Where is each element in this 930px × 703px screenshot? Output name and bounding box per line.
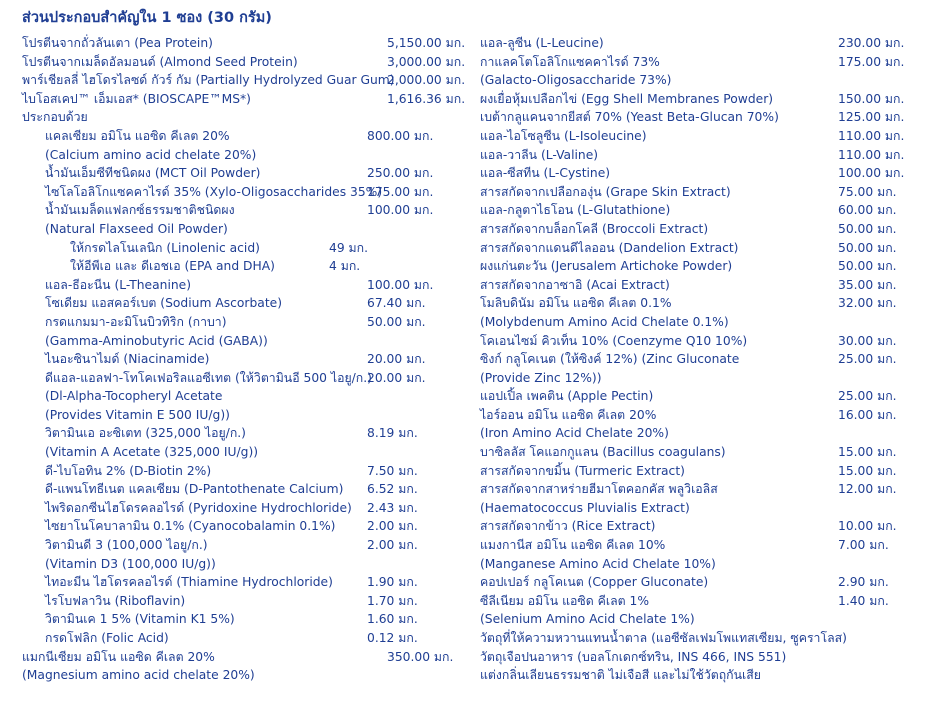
- ingredient-row: [22, 164, 467, 183]
- ingredient-row: [22, 108, 467, 127]
- ingredient-row: [22, 276, 467, 295]
- ingredient-row: [480, 146, 910, 165]
- ingredient-amount: 50.00 มก.: [838, 221, 897, 236]
- ingredient-name: ไซยาโนโคบาลามิน 0.1% (Cyanocobalamin 0.1%): [45, 519, 336, 534]
- ingredient-row: [480, 34, 910, 53]
- ingredient-row: [22, 610, 467, 629]
- ingredient-row: [480, 592, 910, 611]
- ingredient-row: [480, 276, 910, 295]
- ingredient-name: ไอร์ออน อมิโน แอซิด คีเลต 20%: [480, 407, 657, 422]
- ingredient-row: [480, 610, 910, 629]
- ingredient-row: [480, 480, 910, 499]
- ingredient-name: ผงเยื่อหุ้มเปลือกไข่ (Egg Shell Membranes Powder): [480, 91, 774, 106]
- ingredient-name: (Galacto-Oligosaccharide 73%): [480, 73, 672, 88]
- ingredient-row: [22, 499, 467, 518]
- ingredient-name: สารสกัดจากเปลือกองุ่น (Grape Skin Extract): [480, 184, 731, 199]
- ingredient-amount: 25.00 มก.: [838, 352, 897, 367]
- ingredient-name: วิตามินเอ อะซิเตท (325,000 ไอยู/ก.): [45, 426, 246, 441]
- ingredient-row: [22, 387, 467, 406]
- ingredient-name: ดี-แพนโทธีเนต แคลเซียม (D-Pantothenate Calcium): [45, 482, 344, 497]
- ingredient-amount: 110.00 มก.: [838, 147, 905, 162]
- ingredient-amount: 20.00 มก.: [367, 370, 426, 385]
- ingredient-amount: 15.00 มก.: [838, 463, 897, 478]
- ingredient-name: (Haematococcus Pluvialis Extract): [480, 500, 690, 515]
- ingredient-name: น้ำมันเอ็มซีทีชนิดผง (MCT Oil Powder): [45, 166, 261, 181]
- ingredient-amount: 2.00 มก.: [367, 519, 418, 534]
- ingredient-amount: 125.00 มก.: [838, 110, 905, 125]
- ingredient-name: (Gamma-Aminobutyric Acid (GABA)): [45, 333, 268, 348]
- ingredient-name: โมลิบดินัม อมิโน แอซิด คีเลต 0.1%: [480, 296, 672, 311]
- ingredient-name: (Molybdenum Amino Acid Chelate 0.1%): [480, 314, 729, 329]
- ingredient-row: [22, 666, 467, 685]
- ingredient-amount: 350.00 มก.: [387, 649, 454, 664]
- ingredient-amount: 1.90 มก.: [367, 575, 418, 590]
- ingredient-name: สารสกัดจากข้าว (Rice Extract): [480, 519, 656, 534]
- ingredient-amount: 5,150.00 มก.: [387, 36, 466, 50]
- ingredient-row: [22, 462, 467, 481]
- ingredient-amount: 3,000.00 มก.: [387, 54, 466, 69]
- ingredient-name: (Calcium amino acid chelate 20%): [45, 147, 257, 162]
- ingredient-row: [22, 573, 467, 592]
- ingredient-amount: 49 มก.: [329, 240, 369, 255]
- ingredient-row: [22, 34, 467, 53]
- ingredient-name: วัตถุเจือปนอาหาร (บอลโกเดกซ์ทริน, INS 466, INS 551): [480, 649, 787, 664]
- ingredient-column-left: [22, 34, 467, 685]
- ingredient-row: [480, 369, 910, 388]
- ingredient-amount: 75.00 มก.: [838, 184, 897, 199]
- ingredient-row: [480, 257, 910, 276]
- ingredient-row: [22, 555, 467, 574]
- ingredient-name: โซเดียม แอสคอร์เบต (Sodium Ascorbate): [45, 296, 283, 311]
- ingredient-name: แอปเปิ้ล เพคติน (Apple Pectin): [480, 389, 654, 404]
- ingredient-amount: 175.00 มก.: [838, 54, 905, 69]
- ingredient-row: [480, 406, 910, 425]
- ingredient-name: ซิงก์ กลูโคเนต (ให้ซิงค์ 12%) (Zinc Gluconate: [480, 352, 740, 367]
- ingredient-name: ไพริดอกซีนไฮโดรคลอไรด์ (Pyridoxine Hydrochloride): [45, 500, 352, 515]
- ingredient-amount: 10.00 มก.: [838, 519, 897, 534]
- ingredient-name: ดี-ไบโอทิน 2% (D-Biotin 2%): [45, 463, 212, 478]
- ingredient-row: [22, 592, 467, 611]
- ingredient-name: (Magnesium amino acid chelate 20%): [22, 668, 255, 683]
- ingredient-amount: 1.70 มก.: [367, 593, 418, 608]
- ingredient-name: แคลเซียม อมิโน แอซิด คีเลต 20%: [45, 128, 230, 143]
- ingredient-row: [22, 90, 467, 109]
- ingredient-name: (Dl-Alpha-Tocopheryl Acetate: [45, 389, 223, 404]
- ingredient-amount: 175.00 มก.: [367, 184, 434, 199]
- ingredient-name: ประกอบด้วย: [22, 110, 88, 125]
- ingredient-amount: 50.00 มก.: [838, 259, 897, 274]
- ingredient-name: (Vitamin A Acetate (325,000 IU/g)): [45, 445, 259, 460]
- ingredient-row: [22, 406, 467, 425]
- ingredient-amount: 12.00 มก.: [838, 482, 897, 497]
- ingredient-row: [22, 648, 467, 667]
- ingredient-name: คอปเปอร์ กลูโคเนต (Copper Gluconate): [480, 575, 709, 590]
- ingredient-row: [480, 313, 910, 332]
- ingredient-amount: 0.12 มก.: [367, 631, 418, 645]
- ingredient-name: น้ำมันเมล็ดแฟลกซ์ธรรมชาติชนิดผง: [45, 203, 235, 218]
- ingredient-row: [480, 127, 910, 146]
- ingredient-row: [480, 462, 910, 481]
- ingredient-name: แอล-ซีสทีน (L-Cystine): [480, 166, 611, 181]
- ingredient-amount: 110.00 มก.: [838, 128, 905, 143]
- ingredient-row: [22, 313, 467, 332]
- ingredient-name: สารสกัดจากแดนดีไลออน (Dandelion Extract): [480, 240, 739, 255]
- ingredient-row: [22, 629, 467, 648]
- ingredient-row: [480, 648, 910, 667]
- ingredient-name: ดีแอล-แอลฟา-โทโคเฟอริลแอซีเทต (ให้วิตามินอี 500 ไอยู/ก.): [45, 370, 372, 385]
- ingredient-row: [480, 555, 910, 574]
- ingredient-name: วัตถุที่ให้ความหวานแทนน้ำตาล (แอซีซัลเฟมโพแทสเซียม, ซูคราโลส): [480, 631, 847, 645]
- ingredient-amount: 2.90 มก.: [838, 575, 889, 590]
- ingredient-row: [22, 127, 467, 146]
- ingredient-amount: 150.00 มก.: [838, 91, 905, 106]
- ingredient-amount: 35.00 มก.: [838, 277, 897, 292]
- ingredient-row: [480, 220, 910, 239]
- ingredient-amount: 30.00 มก.: [838, 333, 897, 348]
- ingredient-row: [480, 71, 910, 90]
- ingredient-amount: 6.52 มก.: [367, 482, 418, 497]
- ingredient-name: สารสกัดจากขมิ้น (Turmeric Extract): [480, 463, 685, 478]
- ingredient-name: เบต้ากลูแคนจากยีสต์ 70% (Yeast Beta-Glucan 70%): [480, 110, 779, 125]
- page-title: ส่วนประกอบสำคัญใน 1 ซอง (30 กรัม): [22, 10, 272, 26]
- ingredient-row: [22, 53, 467, 72]
- ingredient-row: [480, 164, 910, 183]
- ingredient-amount: 100.00 มก.: [367, 203, 434, 218]
- ingredient-name: แอล-ลูซีน (L-Leucine): [480, 36, 604, 50]
- ingredient-name: (Manganese Amino Acid Chelate 10%): [480, 556, 716, 571]
- ingredient-amount: 2.00 มก.: [367, 538, 418, 553]
- ingredient-amount: 2.43 มก.: [367, 500, 418, 515]
- ingredient-amount: 250.00 มก.: [367, 166, 434, 181]
- ingredient-amount: 2,000.00 มก.: [387, 73, 466, 88]
- ingredient-name: (Natural Flaxseed Oil Powder): [45, 221, 228, 236]
- ingredient-row: [480, 239, 910, 258]
- ingredient-row: [480, 53, 910, 72]
- ingredient-row: [22, 517, 467, 536]
- ingredient-row: [22, 350, 467, 369]
- ingredient-name: ไบโอสเคป™ เอ็มเอส* (BIOSCAPE™MS*): [22, 91, 251, 106]
- ingredient-name: แมกนีเซียม อมิโน แอซิด คีเลต 20%: [22, 649, 215, 664]
- ingredient-row: [22, 220, 467, 239]
- ingredient-row: [480, 499, 910, 518]
- ingredient-row: [480, 183, 910, 202]
- ingredient-row: [480, 536, 910, 555]
- ingredient-amount: 15.00 มก.: [838, 445, 897, 460]
- ingredient-row: [480, 294, 910, 313]
- ingredient-row: [480, 387, 910, 406]
- ingredient-name: ซีลีเนียม อมิโน แอซิด คีเลต 1%: [480, 593, 650, 608]
- ingredient-amount: 7.00 มก.: [838, 538, 889, 553]
- ingredient-amount: 67.40 มก.: [367, 296, 426, 311]
- ingredient-name: (Provide Zinc 12%)): [480, 370, 602, 385]
- ingredient-name: แอล-วาลีน (L-Valine): [480, 147, 599, 162]
- ingredient-name: (Iron Amino Acid Chelate 20%): [480, 426, 669, 441]
- ingredient-column-right: [480, 34, 910, 685]
- ingredient-row: [22, 257, 467, 276]
- ingredient-name: (Provides Vitamin E 500 IU/g)): [45, 407, 230, 422]
- ingredient-row: [480, 424, 910, 443]
- ingredient-row: [480, 443, 910, 462]
- ingredient-name: กรดแกมมา-อะมิโนบิวทิริก (กาบา): [45, 314, 227, 329]
- ingredient-row: [480, 332, 910, 351]
- ingredient-amount: 1,616.36 มก.: [387, 91, 466, 106]
- ingredient-name: แอล-ธีอะนีน (L-Theanine): [45, 277, 192, 292]
- ingredient-name: แอล-กลูตาไธโอน (L-Glutathione): [480, 203, 671, 218]
- ingredient-amount: 1.40 มก.: [838, 593, 889, 608]
- ingredient-row: [480, 108, 910, 127]
- ingredient-amount: 50.00 มก.: [838, 240, 897, 255]
- ingredient-row: [22, 183, 467, 202]
- ingredient-name: โคเอนไซม์ คิวเท็น 10% (Coenzyme Q10 10%): [480, 333, 748, 348]
- ingredient-amount: 800.00 มก.: [367, 128, 434, 143]
- ingredient-row: [480, 666, 910, 685]
- ingredient-name: แมงกานีส อมิโน แอซิด คีเลต 10%: [480, 538, 666, 553]
- ingredient-row: [480, 517, 910, 536]
- ingredient-name: กาแลคโตโอลิโกแซคคาไรด์ 73%: [480, 54, 660, 69]
- ingredient-name: ไทอะมีน ไฮโดรคลอไรด์ (Thiamine Hydrochloride): [45, 575, 333, 590]
- ingredient-name: วิตามินเค 1 5% (Vitamin K1 5%): [45, 612, 235, 627]
- ingredient-amount: 4 มก.: [329, 259, 361, 274]
- ingredient-row: [22, 536, 467, 555]
- ingredient-row: [480, 90, 910, 109]
- ingredient-amount: 60.00 มก.: [838, 203, 897, 218]
- ingredient-name: (Selenium Amino Acid Chelate 1%): [480, 612, 695, 627]
- ingredient-row: [480, 629, 910, 648]
- ingredient-name: ไนอะซินาไมด์ (Niacinamide): [45, 352, 210, 367]
- ingredient-row: [22, 239, 467, 258]
- ingredient-row: [480, 201, 910, 220]
- ingredient-row: [22, 369, 467, 388]
- ingredient-name: โปรตีนจากเมล็ดอัลมอนด์ (Almond Seed Protein): [22, 54, 298, 69]
- ingredient-row: [22, 294, 467, 313]
- ingredient-amount: 32.00 มก.: [838, 296, 897, 311]
- ingredient-name: แอล-ไอโซลูซีน (L-Isoleucine): [480, 128, 647, 143]
- ingredient-row: [22, 146, 467, 165]
- ingredient-name: วิตามินดี 3 (100,000 ไอยู/ก.): [45, 538, 208, 553]
- ingredient-amount: 230.00 มก.: [838, 36, 905, 50]
- ingredient-row: [22, 480, 467, 499]
- ingredient-amount: 20.00 มก.: [367, 352, 426, 367]
- ingredient-amount: 7.50 มก.: [367, 463, 418, 478]
- ingredient-amount: 25.00 มก.: [838, 389, 897, 404]
- ingredient-amount: 100.00 มก.: [838, 166, 905, 181]
- ingredient-row: [22, 71, 467, 90]
- ingredient-amount: 50.00 มก.: [367, 314, 426, 329]
- ingredient-name: ไซโลโอลิโกแซคคาไรด์ 35% (Xylo-Oligosaccharides 35%): [45, 184, 383, 199]
- ingredient-name: ไรโบฟลาวิน (Riboflavin): [45, 593, 186, 608]
- ingredient-name: (Vitamin D3 (100,000 IU/g)): [45, 556, 216, 571]
- ingredient-row: [480, 350, 910, 369]
- ingredient-name: ให้กรดไลโนเลนิก (Linolenic acid): [70, 240, 260, 255]
- ingredient-name: สารสกัดจากอาซาอิ (Acai Extract): [480, 277, 670, 292]
- ingredient-amount: 16.00 มก.: [838, 407, 897, 422]
- ingredient-row: [480, 573, 910, 592]
- ingredient-row: [22, 443, 467, 462]
- ingredient-name: กรดโฟลิก (Folic Acid): [45, 631, 169, 645]
- ingredient-name: สารสกัดจากบล็อกโคลี (Broccoli Extract): [480, 221, 709, 236]
- ingredient-name: พาร์เชียลลี่ ไฮโดรไลซด์ กัวร์ กัม (Partially Hydrolyzed Guar Gum): [22, 73, 395, 88]
- ingredient-row: [22, 424, 467, 443]
- ingredient-name: สารสกัดจากสาหร่ายฮีมาโตคอกคัส พลูวิเอลิส: [480, 482, 718, 497]
- ingredient-amount: 1.60 มก.: [367, 612, 418, 627]
- ingredient-row: [22, 201, 467, 220]
- ingredient-name: ผงแก่นตะวัน (Jerusalem Artichoke Powder): [480, 259, 733, 274]
- ingredient-row: [22, 332, 467, 351]
- ingredient-name: ให้อีพีเอ และ ดีเอชเอ (EPA and DHA): [70, 259, 275, 274]
- ingredient-amount: 100.00 มก.: [367, 277, 434, 292]
- ingredient-name: แต่งกลิ่นเลียนธรรมชาติ ไม่เจือสี และไม่ใช้วัตถุกันเสีย: [480, 668, 761, 683]
- ingredient-name: โปรตีนจากถั่วลันเตา (Pea Protein): [22, 36, 213, 50]
- ingredient-name: บาซิลลัส โคแอกกูแลน (Bacillus coagulans): [480, 445, 726, 460]
- ingredient-amount: 8.19 มก.: [367, 426, 418, 441]
